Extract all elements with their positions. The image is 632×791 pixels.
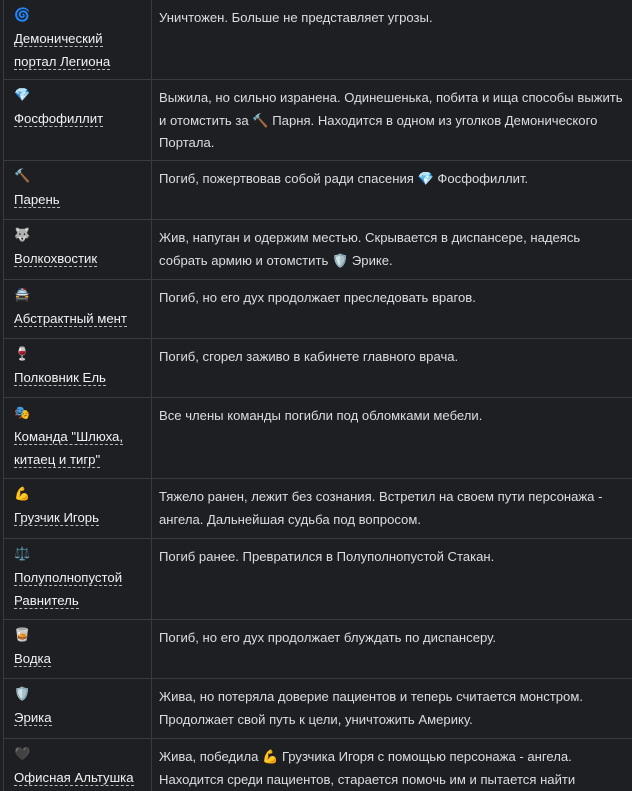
character-name[interactable]: Фосфофиллит [14, 111, 104, 126]
name-cell [3, 398, 152, 478]
status-table [3, 0, 632, 791]
table-row [3, 80, 632, 161]
table-row [3, 280, 632, 339]
character-name[interactable]: Грузчик Игорь [14, 510, 99, 525]
shield-icon: 🛡️ [14, 687, 31, 702]
character-name[interactable]: Офисная Альтушка [14, 770, 134, 785]
character-name[interactable]: Команда "Шлюха, китаец и тигр" [14, 429, 124, 467]
status-description: Погиб, но его дух продолжает блуждать по диспансеру. [159, 630, 496, 645]
spiral-icon: 🌀 [14, 8, 31, 23]
hammer-icon: 🔨 [14, 169, 31, 184]
character-name[interactable]: Эрика [14, 710, 52, 725]
tumbler-glass-icon: 🥃 [14, 628, 31, 643]
status-description: Погиб, пожертвовав собой ради спасения 💎 Фосфофиллит. [159, 171, 529, 186]
name-cell [3, 339, 152, 397]
police-car-icon: 🚔 [14, 288, 31, 303]
theater-masks-icon: 🎭 [14, 406, 31, 421]
name-cell [3, 679, 152, 738]
table-row [3, 739, 632, 791]
table-row [3, 220, 632, 280]
table-row [3, 479, 632, 539]
wolf-icon: 🐺 [14, 228, 31, 243]
status-description: Уничтожен. Больше не представляет угрозы. [159, 10, 433, 25]
table-row [3, 161, 632, 220]
status-description: Погиб, но его дух продолжает преследовать врагов. [159, 290, 476, 305]
name-cell [3, 479, 152, 538]
status-description: Тяжело ранен, лежит без сознания. Встретил на своем пути персонажа - ангела. Дальнейшая судьба под вопросом. [159, 489, 603, 527]
name-cell [3, 220, 152, 279]
gem-icon: 💎 [14, 88, 31, 103]
name-cell [3, 620, 152, 678]
name-cell [3, 280, 152, 338]
status-description: Погиб, сгорел заживо в кабинете главного врача. [159, 349, 459, 364]
status-description: Жива, но потеряла доверие пациентов и теперь считается монстром. Продолжает свой путь к цели, уничтожить Америку. [159, 689, 583, 727]
table-row [3, 679, 632, 739]
character-name[interactable]: Волкохвостик [14, 251, 98, 266]
character-name[interactable]: Демонический портал Легиона [14, 31, 111, 69]
black-heart-icon: 🖤 [14, 747, 31, 762]
status-description: Выжила, но сильно изранена. Одинешенька, побита и ища способы выжить и отомстить за 🔨 Парня. Находится в одном из уголков Демонического Портала. [159, 90, 623, 150]
character-name[interactable]: Полковник Ель [14, 370, 106, 385]
balance-scale-icon: ⚖️ [14, 547, 31, 562]
character-name[interactable]: Полуполнопустой Равнитель [14, 570, 123, 608]
name-cell [3, 80, 152, 160]
table-row [3, 0, 632, 80]
character-name[interactable]: Абстрактный мент [14, 311, 127, 326]
status-description: Все члены команды погибли под обломками мебели. [159, 408, 483, 423]
table-row [3, 339, 632, 398]
name-cell [3, 161, 152, 219]
wine-glass-icon: 🍷 [14, 347, 31, 362]
table-row [3, 620, 632, 679]
name-cell [3, 539, 152, 619]
status-description: Погиб ранее. Превратился в Полуполнопустой Стакан. [159, 549, 495, 564]
name-cell [3, 0, 152, 79]
table-row [3, 539, 632, 620]
character-name[interactable]: Водка [14, 651, 51, 666]
status-description: Жив, напуган и одержим местью. Скрывается в диспансере, надеясь собрать армию и отомстить 🛡️ Эрике. [159, 230, 581, 268]
table-row [3, 398, 632, 479]
name-cell [3, 739, 152, 791]
flexed-biceps-icon: 💪 [14, 487, 31, 502]
character-name[interactable]: Парень [14, 192, 60, 207]
status-description: Жива, победила 💪 Грузчика Игоря с помощью персонажа - ангела. Находится среди пациентов, старается помочь им и пытается найти [159, 749, 576, 787]
